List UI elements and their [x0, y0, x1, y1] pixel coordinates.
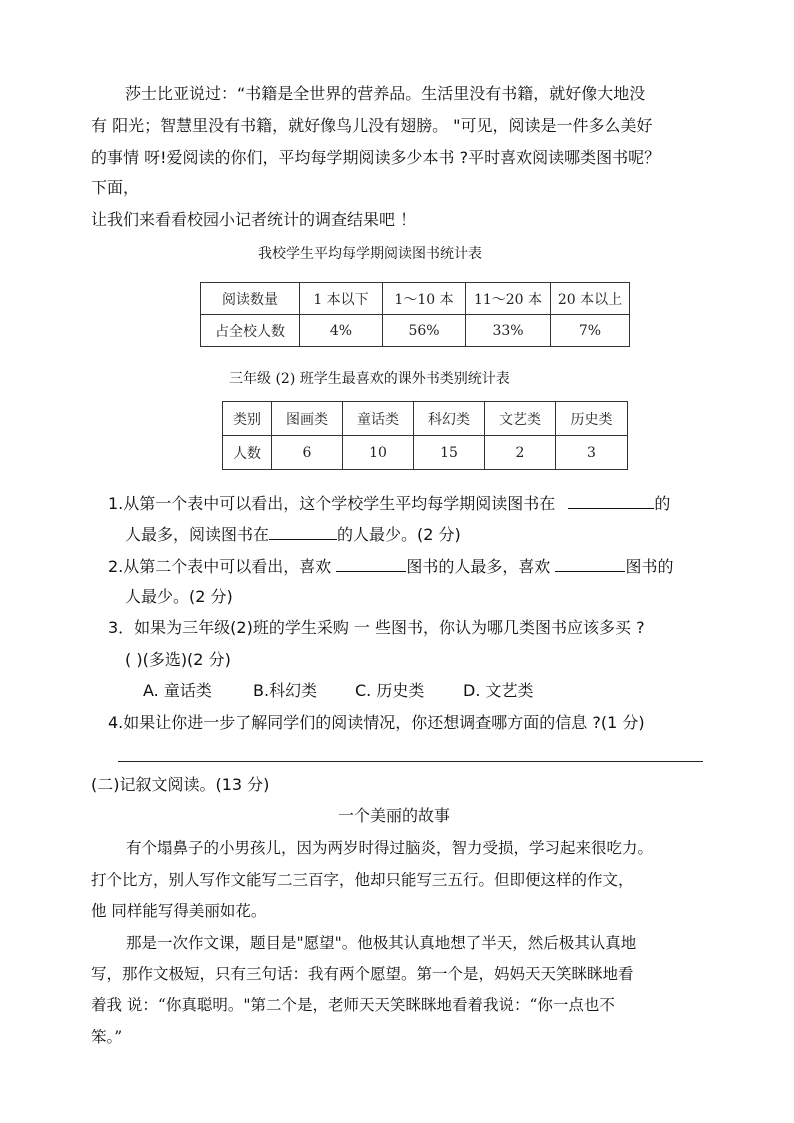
section-2-heading: (二)记叙文阅读。(13 分)	[91, 775, 270, 794]
table2-cell: 类别	[223, 402, 272, 436]
table2-cell: 文艺类	[485, 402, 556, 436]
table2-cell: 10	[343, 436, 414, 470]
q2-text-a: 2.从第二个表中可以看出，喜欢	[108, 557, 332, 576]
intro-line-1: 莎士比亚说过：“书籍是全世界的营养品。生活里没有书籍，就好像大地没	[125, 84, 646, 103]
story-title: 一个美丽的故事	[338, 806, 451, 825]
table2-cell: 2	[485, 436, 556, 470]
intro-line-5: 让我们来看看校园小记者统计的调查结果吧 ！	[91, 210, 417, 229]
question-4-text: 4.如果让你进一步了解同学们的阅读情况，你还想调查哪方面的信息 ?(1 分)	[108, 713, 645, 732]
table2-cell: 3	[556, 436, 628, 470]
answer-blank-3[interactable]	[336, 555, 406, 572]
q2-text-d: 人最少。(2 分)	[125, 587, 233, 606]
q1-text-b: 的	[654, 494, 671, 513]
table1-caption: 我校学生平均每学期阅读图书统计表	[258, 246, 482, 262]
story-p1-line-1: 有个塌鼻子的小男孩儿，因为两岁时得过脑炎，智力受损，学习起来很吃力。	[126, 839, 654, 857]
q1-text-c: 人最多，阅读图书在	[125, 525, 270, 544]
table2-header-row	[223, 402, 628, 436]
table1-data-row	[201, 315, 630, 347]
table1-cell: 7%	[551, 315, 630, 347]
answer-blank-2[interactable]	[269, 523, 337, 540]
table2-cell: 图画类	[272, 402, 343, 436]
table1-cell: 33%	[466, 315, 551, 347]
intro-line-2: 有 阳光；智慧里没有书籍，就好像鸟儿没有翅膀。 "可见，阅读是一件多么美好	[91, 116, 653, 135]
question-1-line-2	[125, 523, 461, 545]
table2-caption: 三年级 (2) 班学生最喜欢的课外书类别统计表	[229, 371, 510, 387]
table1-cell: 阅读数量	[201, 283, 300, 315]
table1-cell: 占全校人数	[201, 315, 300, 347]
table2-data-row	[223, 436, 628, 470]
q3-option-b[interactable]: B.科幻类	[253, 681, 318, 700]
table2-cell: 人数	[223, 436, 272, 470]
intro-line-3: 的事情 呀!爱阅读的你们，平均每学期阅读多少本书 ?平时喜欢阅读哪类图书呢？	[91, 148, 661, 167]
table1-cell: 4%	[300, 315, 383, 347]
question-1-line-1	[108, 492, 670, 514]
story-p1-line-3: 他 同样能写得美丽如花。	[91, 902, 267, 920]
question-2-line-1	[108, 555, 674, 577]
table1-cell: 11～20 本	[466, 283, 551, 315]
story-p1-line-2: 打个比方，别人写作文能写二三百字，他却只能写三五行。但即便这样的作文，	[91, 871, 634, 889]
table1-header-row	[201, 283, 630, 315]
question-3-text: 3．如果为三年级(2)班的学生采购 一 些图书，你认为哪几类图书应该多买 ?	[108, 618, 645, 637]
q1-text-a: 1.从第一个表中可以看出，这个学校学生平均每学期阅读图书在	[108, 494, 556, 513]
table2-cell: 科幻类	[414, 402, 485, 436]
book-category-table	[222, 401, 628, 470]
answer-blank-4[interactable]	[555, 555, 625, 572]
q3-option-d[interactable]: D. 文艺类	[463, 681, 534, 700]
q3-option-a[interactable]: A. 童话类	[143, 681, 212, 700]
table1-cell: 1～10 本	[383, 283, 466, 315]
story-p2-line-3: 着我 说：“你真聪明。"第二个是，老师天天笑眯眯地看着我说：“你一点也不	[91, 996, 615, 1014]
q2-text-c: 图书的	[625, 557, 674, 576]
table2-cell: 童话类	[343, 402, 414, 436]
story-p2-line-4: 笨。”	[91, 1028, 123, 1046]
story-p2-line-2: 写，那作文极短，只有三句话：我有两个愿望。第一个是，妈妈天天笑眯眯地看	[91, 965, 634, 983]
answer-blank-1[interactable]	[568, 492, 654, 509]
intro-line-4: 下面，	[91, 178, 140, 197]
table2-cell: 6	[272, 436, 343, 470]
reading-amount-table	[200, 282, 630, 347]
q1-text-d: 的人最少。(2 分)	[337, 525, 461, 544]
table1-cell: 1 本以下	[300, 283, 383, 315]
table2-cell: 历史类	[556, 402, 628, 436]
table1-cell: 20 本以上	[551, 283, 630, 315]
story-p2-line-1: 那是一次作文课，题目是"愿望"。他极其认真地想了半天，然后极其认真地	[126, 934, 637, 952]
q3-option-c[interactable]: C. 历史类	[355, 681, 425, 700]
q2-text-b: 图书的人最多，喜欢	[406, 557, 551, 576]
table2-cell: 15	[414, 436, 485, 470]
answer-line-4[interactable]	[118, 761, 703, 762]
question-3-answer-slot[interactable]: ( )(多选)(2 分)	[125, 650, 231, 669]
table1-cell: 56%	[383, 315, 466, 347]
